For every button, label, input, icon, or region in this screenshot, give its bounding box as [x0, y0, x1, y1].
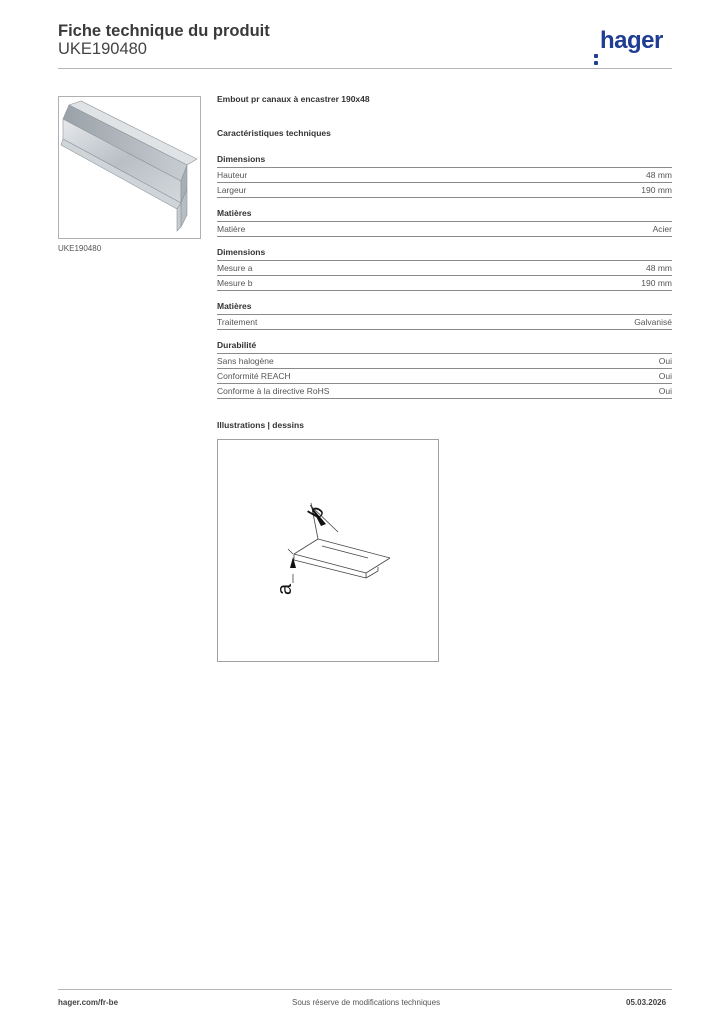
dimension-drawing [218, 440, 438, 661]
spec-value: 48 mm [646, 170, 672, 180]
spec-label: Conformité REACH [217, 371, 291, 381]
footer-notice: Sous réserve de modifications techniques [292, 998, 441, 1007]
spec-value: Acier [652, 224, 672, 234]
spec-group-dimensions [217, 154, 672, 198]
spec-group-durability [217, 340, 672, 399]
spec-row [217, 261, 672, 276]
spec-label: Mesure a [217, 263, 253, 273]
spec-value: Galvanisé [634, 317, 672, 327]
spec-column [217, 94, 672, 409]
spec-row [217, 276, 672, 291]
header-divider [58, 68, 672, 69]
spec-row [217, 183, 672, 198]
spec-label: Conforme à la directive RoHS [217, 386, 330, 396]
spec-group-dimensions-2 [217, 247, 672, 291]
spec-row [217, 168, 672, 183]
spec-value: Oui [658, 371, 672, 381]
footer-divider [58, 989, 672, 990]
spec-label: Matière [217, 224, 246, 234]
spec-row [217, 369, 672, 384]
spec-row [217, 222, 672, 237]
hager-logo[interactable] [594, 27, 663, 55]
group-title: Durabilité [217, 340, 672, 354]
spec-label: Mesure b [217, 278, 253, 288]
spec-group-materials-2 [217, 301, 672, 330]
footer-website-link[interactable]: hager.com/fr-be [58, 998, 119, 1007]
spec-value: 190 mm [641, 278, 672, 288]
spec-group-materials [217, 208, 672, 237]
spec-value: 48 mm [646, 263, 672, 273]
spec-value: Oui [658, 386, 672, 396]
photo-caption: UKE190480 [58, 244, 102, 253]
group-title: Dimensions [217, 247, 672, 261]
technical-drawing [217, 439, 439, 662]
spec-value: Oui [658, 356, 672, 366]
spec-row [217, 384, 672, 399]
spec-row [217, 315, 672, 330]
product-photo [58, 96, 201, 239]
spec-label: Traitement [217, 317, 258, 327]
logo-wordmark: hager [600, 27, 663, 54]
group-title: Matières [217, 208, 672, 222]
group-title: Matières [217, 301, 672, 315]
product-reference: UKE190480 [58, 40, 147, 58]
specs-heading: Caractéristiques techniques [217, 128, 331, 138]
illustrations-heading: Illustrations | dessins [217, 420, 304, 430]
end-cap-product-image [59, 97, 200, 238]
group-title: Dimensions [217, 154, 672, 168]
product-name: Embout pr canaux à encastrer 190x48 [217, 94, 370, 104]
spec-label: Hauteur [217, 170, 248, 180]
document-title: Fiche technique du produit [58, 22, 270, 40]
spec-label: Largeur [217, 185, 247, 195]
spec-label: Sans halogène [217, 356, 274, 366]
spec-row [217, 354, 672, 369]
dimension-label-b: b [304, 502, 329, 523]
dimension-label-a: a [274, 583, 296, 595]
spec-value: 190 mm [641, 185, 672, 195]
footer-date: 05.03.2026 [626, 998, 667, 1007]
